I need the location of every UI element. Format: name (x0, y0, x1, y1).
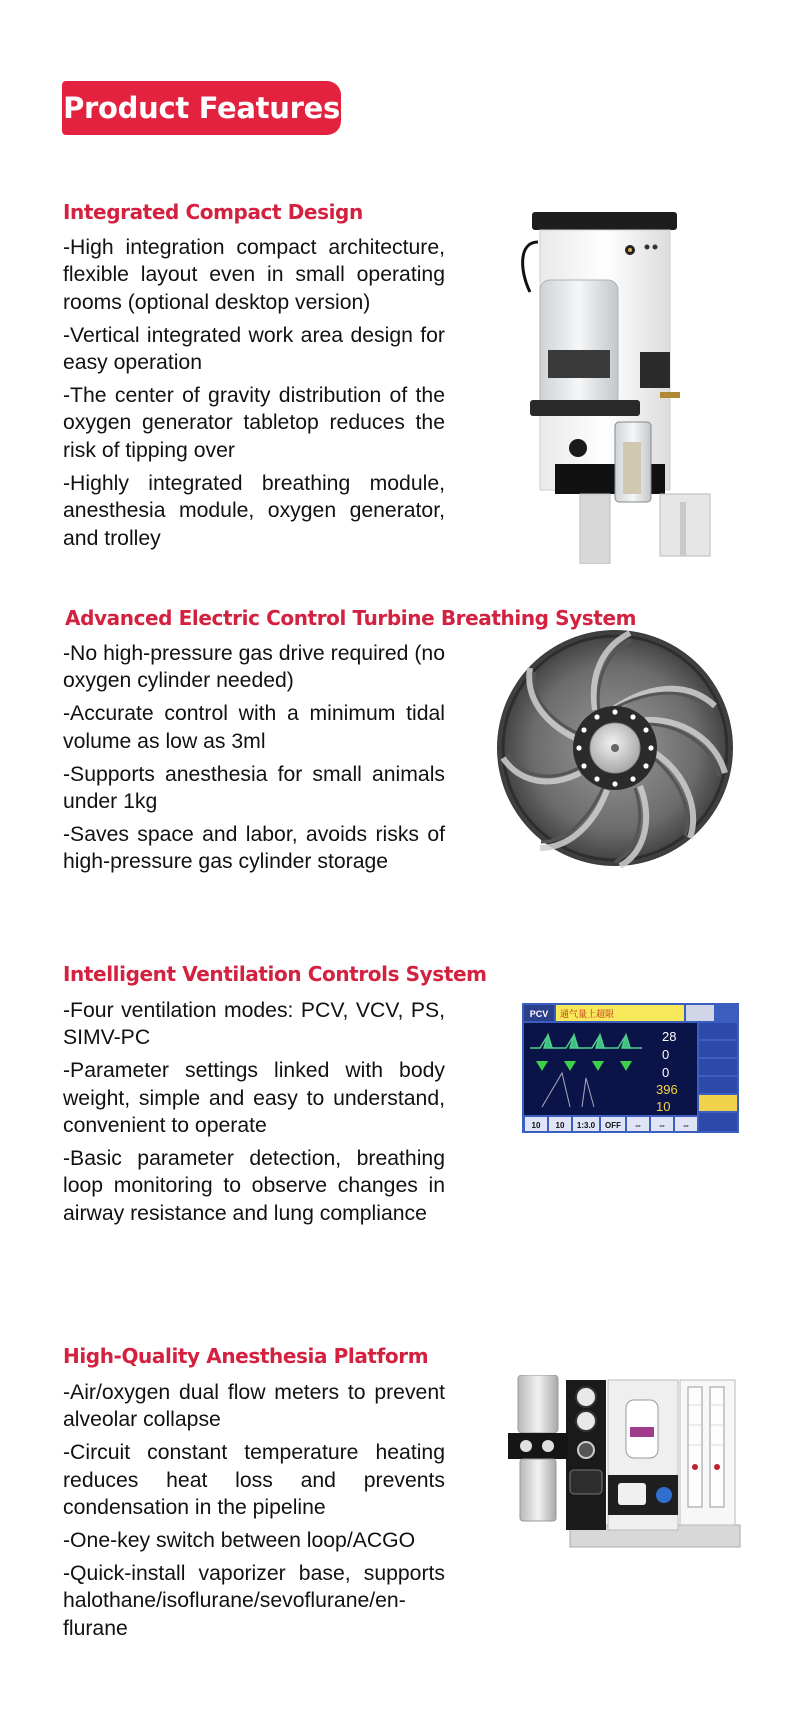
bullet: -Saves space and labor, avoids risks of high-pressure gas cylinder storage (63, 822, 445, 874)
reading-5: 10 (656, 1099, 671, 1114)
bullet: -One-key switch between loop/ACGO (63, 1529, 416, 1553)
bullet: -Circuit constant temperature heating reduces heat loss and prevents condensation in the pipeline (63, 1441, 445, 1520)
page-title: Product Features (62, 81, 341, 135)
alarm-label: 通气量上超限 (560, 1009, 615, 1019)
bullet: -No high-pressure gas drive required (no oxygen cylinder needed) (63, 642, 445, 693)
reading-3: 0 (662, 1065, 670, 1080)
bullet: -Four ventilation modes: PCV, VCV, PS, SIMV-PC (63, 999, 445, 1050)
reading-4: 396 (656, 1082, 678, 1097)
turbine-impeller-image (495, 628, 735, 868)
section-heading-anesthesia-platform: High-Quality Anesthesia Platform (63, 1344, 429, 1368)
reading-1: 28 (662, 1029, 677, 1044)
mode-label: PCV (529, 1009, 549, 1019)
bullet: -Quick-install vaporizer base, supports halothane/isoflurane/sevoflurane/enflurane (63, 1561, 445, 1640)
section-3-bullets (63, 997, 445, 1233)
bullet: -Basic parameter detection, breathing loop monitoring to observe changes in airway resistance and lung compliance (63, 1147, 445, 1225)
anesthesia-platform-image (508, 1375, 743, 1550)
bullet: -Parameter settings linked with body weight, simple and easy to understand, convenient to operate (63, 1059, 445, 1138)
bullet: -Air/oxygen dual flow meters to prevent alveolar collapse (63, 1381, 445, 1432)
bullet: -The center of gravity distribution of the oxygen generator tabletop reduces the risk of tipping over (63, 384, 445, 462)
section-heading-ventilation-controls: Intelligent Ventilation Controls System (63, 962, 487, 986)
bullet: -Vertical integrated work area design for easy operation (63, 323, 445, 375)
param-4: OFF (605, 1121, 621, 1130)
param-3: 1:3.0 (576, 1121, 596, 1130)
bullet: -Highly integrated breathing module, anesthesia module, oxygen generator, and trolley (63, 471, 445, 550)
section-4-bullets (63, 1379, 445, 1648)
section-2-bullets (63, 640, 445, 881)
bullet: -Supports anesthesia for small animals under 1kg (63, 762, 445, 814)
param-2: 10 (555, 1121, 565, 1130)
param-5: -- (635, 1121, 641, 1130)
param-7: -- (683, 1121, 689, 1130)
reading-2: 0 (662, 1047, 670, 1062)
param-6: -- (659, 1121, 665, 1130)
param-1: 10 (531, 1121, 541, 1130)
section-heading-integrated-design: Integrated Compact Design (63, 200, 363, 224)
bullet: -High integration compact architecture, flexible layout even in small operating rooms (optional desktop version) (63, 236, 445, 314)
bullet: -Accurate control with a minimum tidal volume as low as 3ml (63, 702, 445, 753)
anesthesia-machine-image (510, 212, 725, 564)
section-1-bullets (63, 234, 445, 557)
ventilator-screen-image (522, 1003, 739, 1133)
section-heading-turbine-system: Advanced Electric Control Turbine Breathing System (65, 606, 637, 630)
